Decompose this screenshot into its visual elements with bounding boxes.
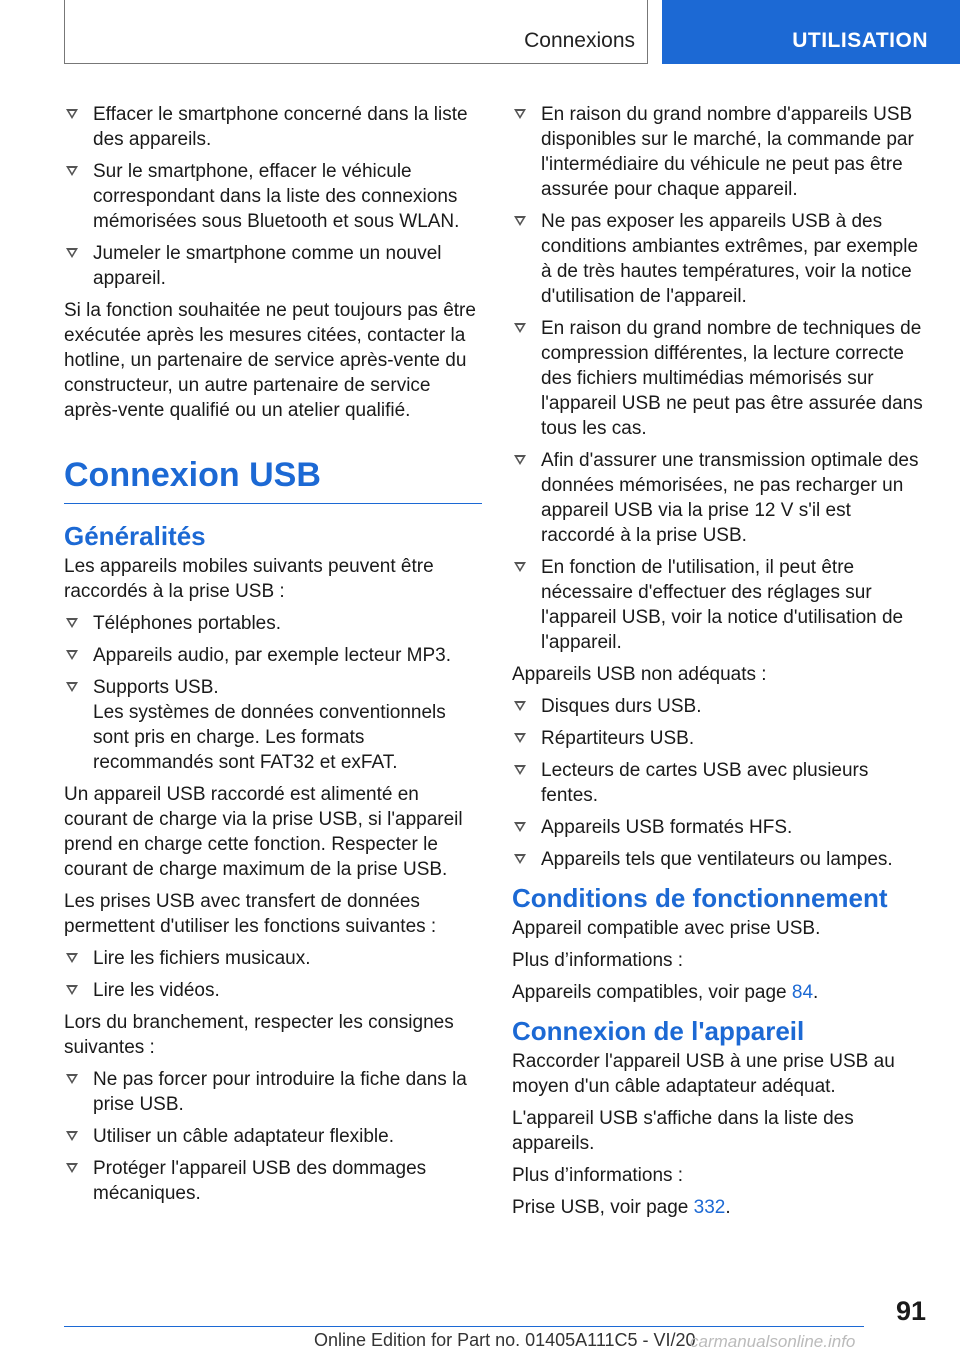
list-item: Effacer le smartphone concerné dans la liste des appareils. bbox=[64, 102, 482, 152]
list-item: Lire les vidéos. bbox=[64, 978, 482, 1003]
list-item: Sur le smartphone, effacer le véhicule correspondant dans la liste des connexions mémorisées sous Bluetooth et sous WLAN. bbox=[64, 159, 482, 234]
header-section-tab bbox=[64, 0, 648, 64]
list-item: Disques durs USB. bbox=[512, 694, 930, 719]
list-item: En fonction de l'utilisation, il peut être nécessaire d'effectuer des réglages sur l'appareil USB, voir la notice d'utilisation de l'appareil. bbox=[512, 555, 930, 655]
paragraph: Appareil compatible avec prise USB. bbox=[512, 918, 821, 939]
paragraph: Plus d’informations : bbox=[512, 1165, 684, 1186]
page-link[interactable]: 332 bbox=[693, 1197, 726, 1218]
list-item: Lecteurs de cartes USB avec plusieurs fentes. bbox=[512, 758, 930, 808]
list-item: Protéger l'appareil USB des dommages mécaniques. bbox=[64, 1156, 482, 1206]
triangle-bullet-icon bbox=[66, 618, 78, 628]
list-item: Appareils audio, par exemple lecteur MP3. bbox=[64, 643, 482, 668]
cross-reference: Appareils compatibles, voir page 84. bbox=[512, 982, 819, 1003]
triangle-bullet-icon bbox=[66, 248, 78, 258]
triangle-bullet-icon bbox=[66, 985, 78, 995]
triangle-bullet-icon bbox=[66, 166, 78, 176]
triangle-bullet-icon bbox=[514, 455, 526, 465]
triangle-bullet-icon bbox=[66, 682, 78, 692]
triangle-bullet-icon bbox=[66, 953, 78, 963]
paragraph: Les appareils mobiles suivants peuvent être raccordés à la prise USB : bbox=[64, 556, 434, 602]
list-item: Téléphones portables. bbox=[64, 611, 482, 636]
paragraph: Si la fonction souhaitée ne peut toujours pas être exécutée après les mesures citées, contacter la hotline, un partenaire de service après-vente du constructeur, un autre partenaire de service après-vente qualifié ou un atelier qualifié. bbox=[64, 300, 476, 421]
section-heading: Connexion USB bbox=[64, 455, 482, 504]
header-chapter-label: UTILISATION bbox=[792, 29, 928, 52]
triangle-bullet-icon bbox=[514, 701, 526, 711]
list-item: En raison du grand nombre d'appareils USB disponibles sur le marché, la commande par l'intermédiaire du véhicule ne peut pas être assurée pour chaque appareil. bbox=[512, 102, 930, 202]
list-item: Utiliser un câble adaptateur flexible. bbox=[64, 1124, 482, 1149]
list-item: Afin d'assurer une transmission optimale des données mémorisées, ne pas recharger un appareil USB via la prise 12 V s'il est raccordé à la prise USB. bbox=[512, 448, 930, 548]
page-number: 91 bbox=[895, 1296, 926, 1326]
triangle-bullet-icon bbox=[514, 733, 526, 743]
triangle-bullet-icon bbox=[66, 109, 78, 119]
triangle-bullet-icon bbox=[514, 216, 526, 226]
paragraph: Les prises USB avec transfert de données permettent d'utiliser les fonctions suivantes : bbox=[64, 891, 437, 937]
triangle-bullet-icon bbox=[66, 1131, 78, 1141]
footer-divider bbox=[64, 1326, 864, 1327]
footer-edition: Online Edition for Part no. 01405A111C5 - VI/20 bbox=[314, 1330, 696, 1350]
watermark: carmanualsonline.info bbox=[690, 1332, 856, 1351]
subsection-heading: Conditions de fonctionnement bbox=[512, 883, 888, 913]
list-item: Ne pas exposer les appareils USB à des conditions ambiantes extrêmes, par exemple à de très hautes températures, voir la notice d'utilisation de l'appareil. bbox=[512, 209, 930, 309]
paragraph: Un appareil USB raccordé est alimenté en courant de charge via la prise USB, si l'appareil prend en charge cette fonction. Respecter le courant de charge maximum de la prise USB. bbox=[64, 784, 463, 880]
cross-reference: Prise USB, voir page 332. bbox=[512, 1197, 731, 1218]
paragraph: Appareils USB non adéquats : bbox=[512, 664, 767, 685]
triangle-bullet-icon bbox=[514, 562, 526, 572]
triangle-bullet-icon bbox=[66, 1074, 78, 1084]
paragraph: Lors du branchement, respecter les consignes suivantes : bbox=[64, 1012, 454, 1058]
triangle-bullet-icon bbox=[514, 854, 526, 864]
list-item-note: Les systèmes de données conventionnels sont pris en charge. Les formats recommandés sont FAT32 et exFAT. bbox=[93, 702, 446, 773]
list-item: Répartiteurs USB. bbox=[512, 726, 930, 751]
page-link[interactable]: 84 bbox=[791, 982, 814, 1003]
triangle-bullet-icon bbox=[66, 650, 78, 660]
list-item: Ne pas forcer pour introduire la fiche dans la prise USB. bbox=[64, 1067, 482, 1117]
subsection-heading: Connexion de l'appareil bbox=[512, 1016, 805, 1046]
paragraph: Raccorder l'appareil USB à une prise USB au moyen d'un câble adaptateur adéquat. bbox=[512, 1051, 895, 1097]
list-item: Appareils tels que ventilateurs ou lampes. bbox=[512, 847, 930, 872]
list-item: Jumeler le smartphone comme un nouvel appareil. bbox=[64, 241, 482, 291]
header-chapter-tab bbox=[662, 0, 960, 64]
list-item: Supports USB. bbox=[64, 675, 482, 700]
list-item: Appareils USB formatés HFS. bbox=[512, 815, 930, 840]
left-column bbox=[64, 102, 482, 1213]
list-item: Lire les fichiers musicaux. bbox=[64, 946, 482, 971]
triangle-bullet-icon bbox=[514, 109, 526, 119]
right-column bbox=[512, 102, 930, 1227]
triangle-bullet-icon bbox=[514, 822, 526, 832]
paragraph: Plus d’informations : bbox=[512, 950, 684, 971]
subsection-heading: Généralités bbox=[64, 521, 206, 551]
paragraph: L'appareil USB s'affiche dans la liste des appareils. bbox=[512, 1108, 854, 1154]
header-section-label: Connexions bbox=[524, 29, 635, 52]
triangle-bullet-icon bbox=[514, 765, 526, 775]
list-item: En raison du grand nombre de techniques de compression différentes, la lecture correcte des fichiers multimédias mémorisés sur l'appareil USB ne peut pas être assurée dans tous les cas. bbox=[512, 316, 930, 441]
triangle-bullet-icon bbox=[514, 323, 526, 333]
triangle-bullet-icon bbox=[66, 1163, 78, 1173]
